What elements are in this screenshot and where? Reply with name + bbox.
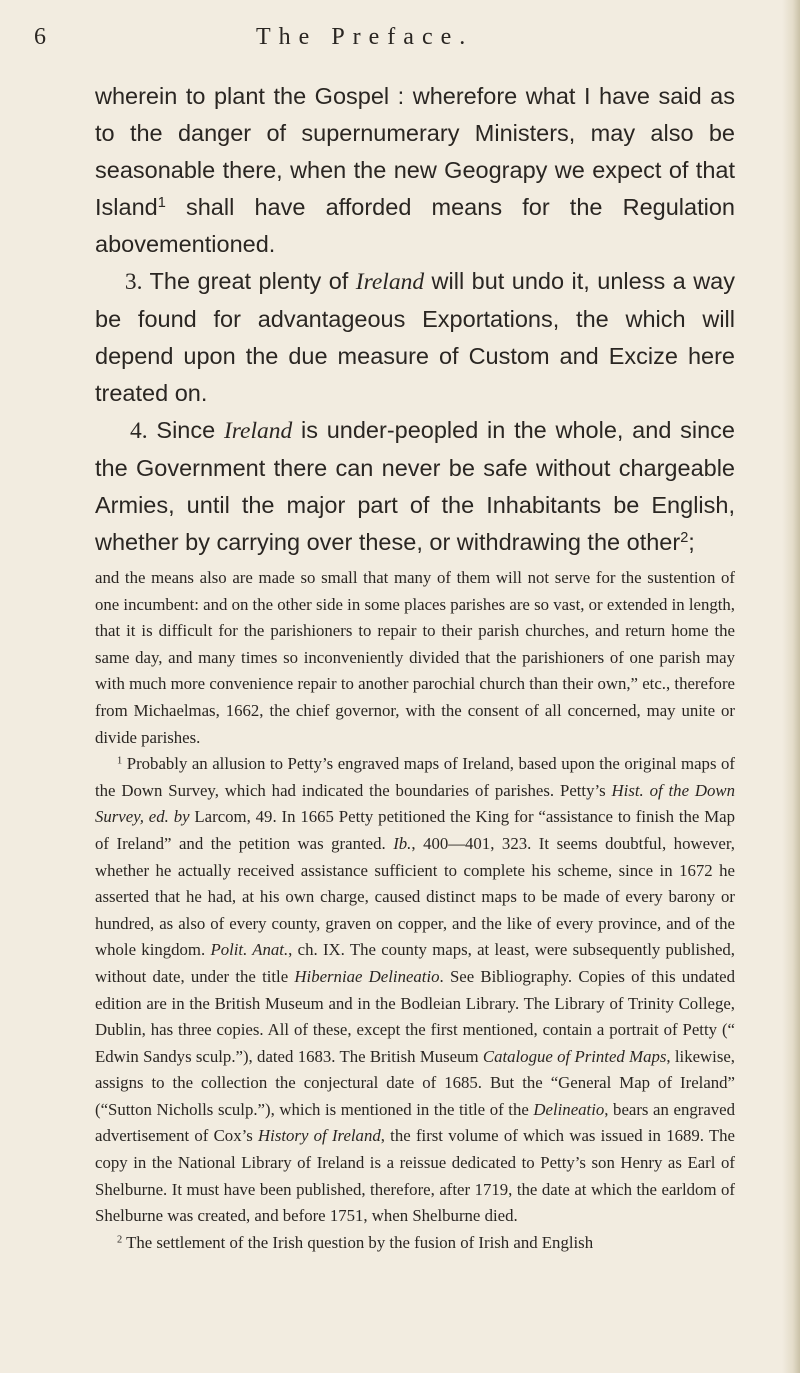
text-run: , 400—401, 323. It seems doubtful, however, whether he actually received assistance sufficient to complete his scheme, since in 1672 he asserted that he had, at his own charge, caused distinct maps to be made of every barony or hundred, as also of every county, graven on copper, and the like of every province, and of the whole kingdom.: [95, 833, 735, 960]
text-run: wherein to plant the Gospel : wherefore what I have said as to the danger of supernumerary Ministers, may also be seasonable there, when the new Geograpy we expect of that Island: [95, 83, 735, 220]
running-head: The Preface.: [256, 24, 474, 50]
italic-text: Catalogue of Printed Maps: [482, 1046, 667, 1066]
text-run: Probably an allusion to Petty’s engraved maps of Ireland, based upon the original maps of the Down Survey, which had indicated the boundaries of parishes. Petty’s: [95, 754, 735, 800]
text-run: , bears an engraved advertisement of Cox’s: [95, 1099, 735, 1146]
text-run: Larcom, 49. In 1665 Petty petitioned the King for “assistance to finish the Map of Ireland” and the petition was granted.: [95, 807, 735, 853]
footnote-ref-1: 1: [157, 195, 166, 211]
text-run: , the first volume of which was issued in 1689. The copy in the National Library of Ireland is a reissue dedicated to Petty’s son Henry as Earl of Shelburne. It must have been published, therefore, after 1719, the date at which the earldom of Shelburne was created, and before 1751, when Shelburne died.: [95, 1126, 735, 1226]
italic-text: Hiberniae Delineatio: [294, 966, 440, 986]
paragraph-continuation: [95, 78, 735, 263]
footnote-1: [95, 751, 735, 1230]
footnote-mark: 1: [117, 755, 123, 767]
footnote-continuation: and the means also are made so small that many of them will not serve for the sustention of one incumbent: and on the other side in some places parishes are so vast, or extended in length, that it is difficult for the parishioners to repair to their parish churches, and return home the same day, and many times so inconveniently divided that the parishioners of one parish may with much more convenience repair to another parochial church than their own,” etc., therefore from Michaelmas, 1662, the chief governor, with the consent of all concerned, may unite or divide parishes.: [95, 568, 735, 747]
text-run: , likewise, assigns to the collection the conjectural date of 1685. But the “General Map of Ireland” (“Sutton Nicholls sculp.”), which is mentioned in the title of the: [95, 1046, 736, 1119]
text-run: The settlement of the Irish question by the fusion of Irish and English: [122, 1232, 594, 1252]
paragraph-4: [95, 412, 735, 561]
text-run: will but undo it, unless a way be found for advantageous Exportations, the which will depend upon the due measure of Custom and Excize here treated on.: [95, 268, 736, 406]
text-run: ;: [688, 529, 695, 555]
text-run: . See Bibliography. Copies of this undated edition are in the British Museum and in the Bodleian Library. The Library of Trinity College, Dublin, has three copies. All of these, except the first mentioned, contain a portrait of Petty (“ Edwin Sandys sculp.”), dated 1683. The British Museum: [95, 966, 735, 1066]
italic-text: Ib.: [393, 833, 412, 853]
paragraph-3: [95, 263, 735, 412]
italic-text: Ireland: [355, 269, 425, 295]
page-header: [0, 24, 800, 58]
text-run: Since: [147, 417, 224, 443]
italic-text: Polit. Anat.: [210, 940, 289, 960]
footnote-mark: 2: [117, 1234, 123, 1246]
text-run: is under-peopled in the whole, and since the Government there can never be safe without chargeable Armies, until the major part of the Inhabitants be English, whether by carrying over these, or withdrawing the other: [95, 417, 736, 555]
italic-text: History of Ireland: [258, 1126, 381, 1146]
page-number: 6: [34, 24, 46, 50]
text-run: , ch. IX. The county maps, at least, were subsequently published, without date, under the title: [95, 940, 735, 986]
text-run: shall have afforded means for the Regulation abovementioned.: [95, 194, 735, 257]
footnotes: [95, 565, 735, 1256]
text-run: The great plenty of: [142, 268, 356, 294]
italic-text: Delineatio: [533, 1099, 605, 1119]
main-text: [95, 78, 735, 561]
footnote-2: [95, 1230, 735, 1257]
page-edge-shadow: [782, 0, 800, 1373]
italic-text: Hist. of the Down Survey, ed. by: [95, 780, 735, 827]
paragraph-number: 3.: [124, 269, 143, 295]
italic-text: Ireland: [223, 418, 293, 444]
paragraph-number: 4.: [130, 418, 148, 444]
footnote-ref-2: 2: [680, 530, 689, 546]
